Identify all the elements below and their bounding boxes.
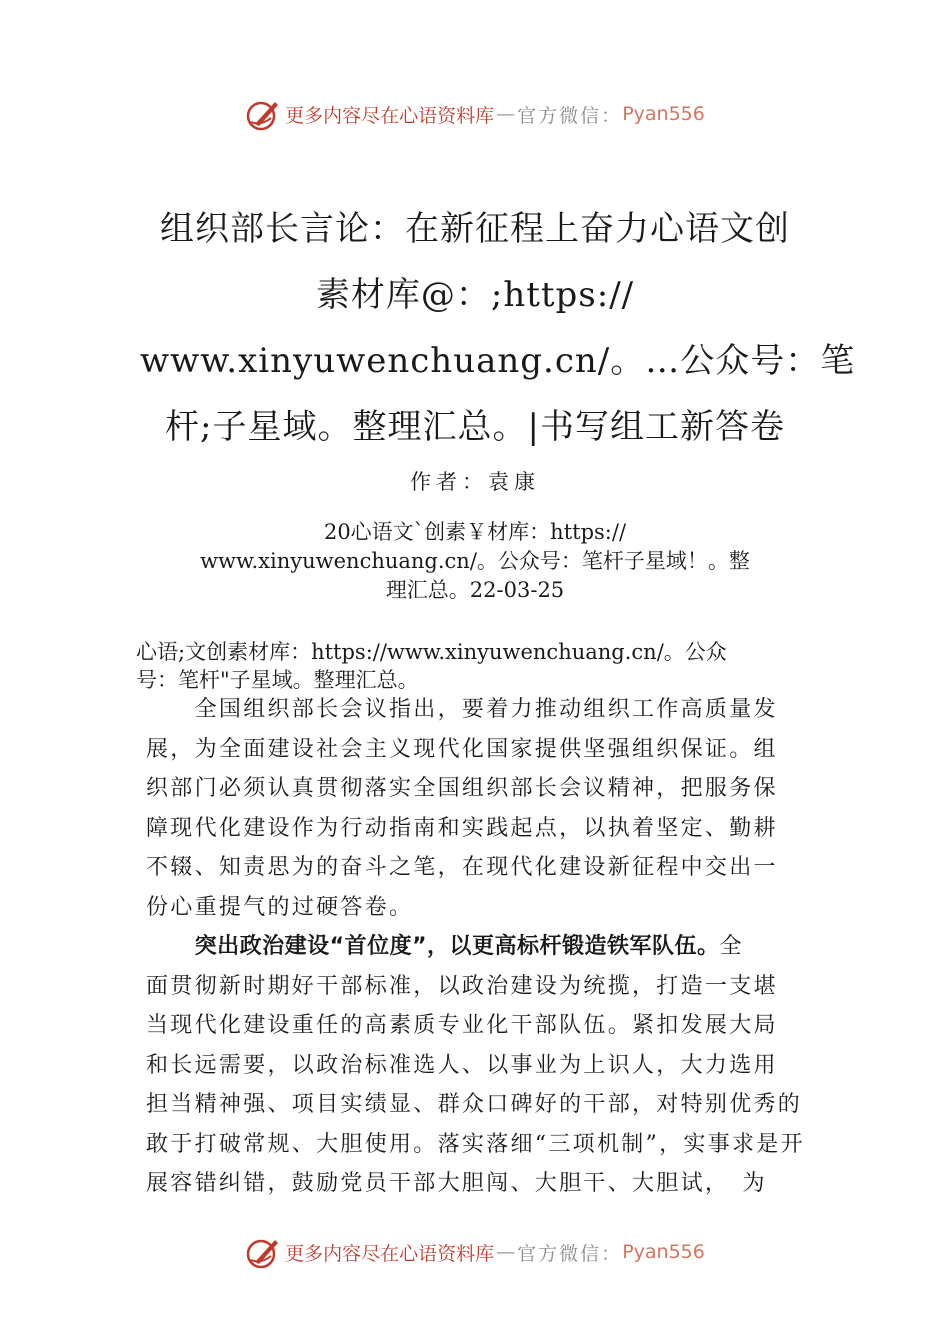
paragraph-line: 不辍、知责思为的奋斗之笔，在现代化建设新征程中交出一 [146,855,778,880]
source-line: 20心语文`创素￥材库：https:// [323,520,627,544]
watermark-wechat-id: Pyan556 [622,103,705,125]
quill-logo-icon [245,1234,281,1270]
body-text [146,690,826,1204]
quill-logo-icon [245,96,281,132]
watermark-wechat-id: Pyan556 [622,1241,705,1263]
watermark-label: 官方微信： [517,1242,623,1265]
watermark-main-text: 更多内容尽在心语资料库 [285,1242,495,1265]
document-title [140,196,856,460]
source-block [130,518,820,605]
note-block [136,638,826,694]
watermark-label: 官方微信： [517,104,623,127]
note-line: 号：笔杆"子星域。整理汇总。 [136,668,419,692]
paragraph-line: 和长远需要，以政治标准选人、以事业为上识人，大力选用 [146,1052,778,1078]
paragraph-line: 障现代化建设作为行动指南和实践起点，以执着坚定、勤耕 [146,815,778,841]
paragraph-heading-line [146,927,826,967]
source-line: 理汇总。22-03-25 [385,578,565,602]
watermark-separator: — [496,103,516,125]
section-heading: 突出政治建设“首位度”，以更高标杆锻造铁军队伍。 [194,934,720,959]
header-watermark [0,94,950,134]
paragraph-line: 当现代化建设重任的高素质专业化干部队伍。紧扣发展大局 [146,1013,778,1038]
paragraph-line: 展容错纠错，鼓励党员干部大胆闯、大胆干、大胆试， 为 [146,1171,767,1196]
paragraph-line: 担当精神强、项目实绩显、群众口碑好的干部，对特别优秀的 [146,1092,803,1117]
paragraph-line: 展，为全面建设社会主义现代化国家提供坚强组织保证。组 [146,736,778,762]
paragraph-line: 份心重提气的过硬答卷。 [146,894,414,920]
note-line: 心语;文创素材库：https://www.xinyuwenchuang.cn/。公众 [136,640,727,664]
title-line: 杆;子星域。整理汇总。|书写组工新答卷 [165,407,785,447]
paragraph-line: 敢于打破常规、大胆使用。落实落细“三项机制”，实事求是开 [146,1131,805,1157]
watermark-separator: — [496,1241,516,1263]
paragraph-line: 面贯彻新时期好干部标准，以政治建设为统揽，打造一支堪 [146,973,778,999]
watermark-main-text: 更多内容尽在心语资料库 [285,104,495,127]
paragraph-line: 织部门必须认真贯彻落实全国组织部长会议精神，把服务保 [146,776,778,801]
author-line: 作者：袁康 [410,470,540,494]
title-line: www.xinyuwenchuang.cn/。…公众号：笔 [140,341,856,381]
footer-watermark [0,1232,950,1272]
heading-tail: 全 [719,934,744,959]
source-line: www.xinyuwenchuang.cn/。公众号：笔杆子星域！。整 [200,549,750,573]
title-line: 素材库@：;https:// [315,275,635,315]
paragraph-line: 全国组织部长会议指出，要着力推动组织工作高质量发 [146,697,778,722]
title-line: 组织部长言论：在新征程上奋力心语文创 [160,209,790,249]
